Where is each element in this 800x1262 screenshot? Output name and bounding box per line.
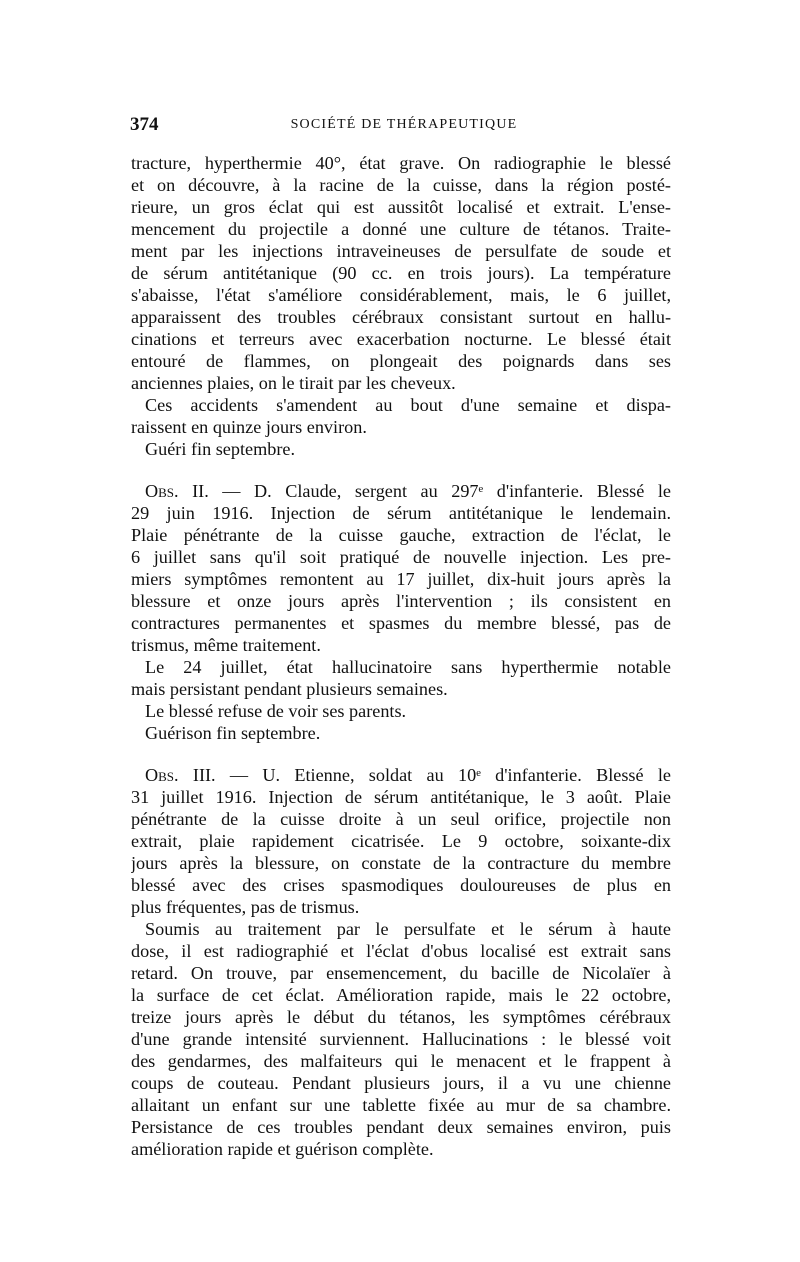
- text-line: Guéri fin septembre.: [145, 439, 295, 459]
- text-span: — U. Etienne, soldat au 10ᵉ d'infanterie. Blessé le: [215, 765, 671, 785]
- text-line: Plaie pénétrante de la cuisse gauche, extraction de l'éclat, le: [131, 525, 671, 545]
- text-line: amélioration rapide et guérison complète.: [131, 1139, 434, 1159]
- text-line: retard. On trouve, par ensemencement, du bacille de Nicolaïer à: [131, 963, 671, 983]
- observation-2: [131, 480, 671, 744]
- text-line: dose, il est radiographié et l'éclat d'obus localisé est extrait sans: [131, 941, 671, 961]
- text-line: s'abaisse, l'état s'améliore considérablement, mais, le 6 juillet,: [131, 285, 671, 305]
- running-title: SOCIÉTÉ DE THÉRAPEUTIQUE: [290, 117, 518, 132]
- text-line: ment par les injections intraveineuses de persulfate de soude et: [131, 241, 671, 261]
- text-line: apparaissent des troubles cérébraux consistant surtout en hallu-: [131, 307, 671, 327]
- text-line: blessure et onze jours après l'intervention ; ils consistent en: [131, 591, 671, 611]
- text-line: raissent en quinze jours environ.: [131, 417, 367, 437]
- text-span: — D. Claude, sergent au 297ᵉ d'infanterie. Blessé le: [208, 481, 671, 501]
- text-line: 29 juin 1916. Injection de sérum antitétanique le lendemain.: [131, 503, 671, 523]
- observation-3: [131, 764, 671, 1160]
- text-line: miers symptômes remontent au 17 juillet, dix-huit jours après la: [131, 569, 671, 589]
- section-gap: [131, 744, 671, 764]
- text-line: 6 juillet sans qu'il soit pratiqué de nouvelle injection. Les pre-: [131, 547, 671, 567]
- text-line: contractures permanentes et spasmes du membre blessé, pas de: [131, 613, 671, 633]
- text-line: tracture, hyperthermie 40°, état grave. On radiographie le blessé: [131, 153, 671, 173]
- text-line: trismus, même traitement.: [131, 635, 321, 655]
- paragraph: [131, 394, 671, 438]
- text-line: plus fréquentes, pas de trismus.: [131, 897, 360, 917]
- text-line: [131, 480, 671, 502]
- text-line: treize jours après le début du tétanos, les symptômes cérébraux: [131, 1007, 671, 1027]
- text-line: jours après la blessure, on constate de la contracture du membre: [131, 853, 671, 873]
- text-line: pénétrante de la cuisse droite à un seul orifice, projectile non: [131, 809, 671, 829]
- text-line: blessé avec des crises spasmodiques douloureuses de plus en: [131, 875, 671, 895]
- paragraph: [131, 152, 671, 394]
- text-line: de sérum antitétanique (90 cc. en trois jours). La température: [131, 263, 671, 283]
- text-line: entouré de flammes, on plongeait des poignards dans ses: [131, 351, 671, 371]
- text-line: Soumis au traitement par le persulfate et le sérum à haute: [145, 919, 671, 939]
- text-line: d'une grande intensité surviennent. Hallucinations : le blessé voit: [131, 1029, 671, 1049]
- text-line: 31 juillet 1916. Injection de sérum antitétanique, le 3 août. Plaie: [131, 787, 671, 807]
- text-line: des gendarmes, des malfaiteurs qui le menacent et le frappent à: [131, 1051, 671, 1071]
- text-line: mais persistant pendant plusieurs semaines.: [131, 679, 448, 699]
- text-line: rieure, un gros éclat qui est aussitôt localisé et extrait. L'ense-: [131, 197, 671, 217]
- observation-label: Obs. II.: [145, 481, 209, 501]
- page-header: [130, 114, 678, 142]
- text-line: Persistance de ces troubles pendant deux semaines environ, puis: [131, 1117, 671, 1137]
- text-line: Guérison fin septembre.: [145, 723, 321, 743]
- text-line: Le blessé refuse de voir ses parents.: [145, 701, 407, 721]
- text-line: cinations et terreurs avec exacerbation nocturne. Le blessé était: [131, 329, 671, 349]
- text-line: coups de couteau. Pendant plusieurs jours, il a vu une chienne: [131, 1073, 671, 1093]
- page-number: 374: [130, 114, 159, 135]
- page-body: [131, 152, 671, 1160]
- text-line: et on découvre, à la racine de la cuisse, dans la région posté-: [131, 175, 671, 195]
- text-line: Le 24 juillet, état hallucinatoire sans hyperthermie notable: [145, 657, 671, 677]
- text-line: allaitant un enfant sur une tablette fixée au mur de sa chambre.: [131, 1095, 671, 1115]
- observation-label: Obs. III.: [145, 765, 216, 785]
- section-gap: [131, 460, 671, 480]
- text-line: anciennes plaies, on le tirait par les cheveux.: [131, 373, 456, 393]
- text-line: Ces accidents s'amendent au bout d'une semaine et dispa-: [145, 395, 671, 415]
- text-line: la surface de cet éclat. Amélioration rapide, mais le 22 octobre,: [131, 985, 671, 1005]
- paragraph: [131, 438, 671, 460]
- text-line: mencement du projectile a donné une culture de tétanos. Traite-: [131, 219, 671, 239]
- text-line: [131, 764, 671, 786]
- text-line: extrait, plaie rapidement cicatrisée. Le 9 octobre, soixante-dix: [131, 831, 671, 851]
